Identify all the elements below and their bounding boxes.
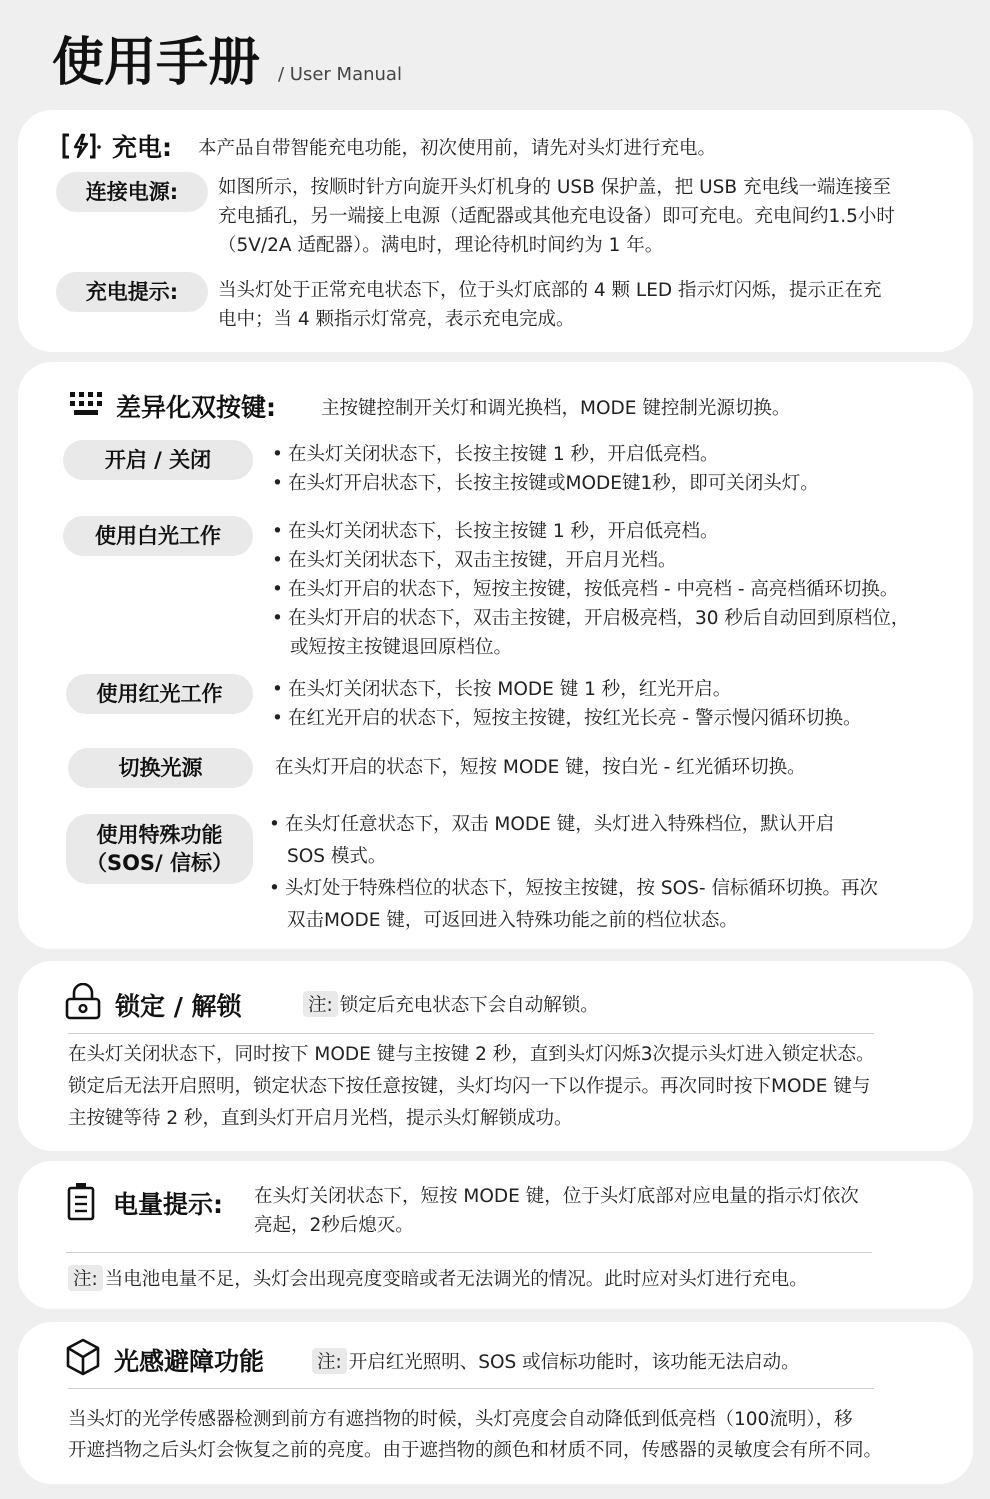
bullet-continuation: 或短按主按键退回原档位。	[290, 637, 513, 658]
on-off-text	[272, 440, 962, 498]
bullet-continuation: SOS 模式。	[287, 846, 387, 867]
bullet-item: • 在头灯关闭状态下，长按 MODE 键 1 秒，红光开启。	[272, 675, 962, 704]
battery-note	[68, 1265, 808, 1291]
page-title: 使用手册	[52, 33, 261, 93]
bullet-item: • 在头灯开启的状态下，短按主按键，按低亮档 - 中亮档 - 高亮档循环切换。	[272, 575, 962, 604]
text-line: （5V/2A 适配器）。满电时，理论待机时间约为 1 年。	[218, 235, 664, 256]
buttons-card	[18, 362, 973, 949]
text-line: 如图所示，按顺时针方向旋开头灯机身的 USB 保护盖，把 USB 充电线一端连接至	[218, 177, 891, 198]
text-line: 锁定后无法开启照明，锁定状态下按任意按键，头灯均闪一下以作提示。再次同时按下MODE 键与	[68, 1076, 871, 1097]
note-text: 锁定后充电状态下会自动解锁。	[339, 995, 599, 1016]
charging-title: 充电:	[112, 133, 172, 162]
bullet-item: • 在头灯关闭状态下，双击主按键，开启月光档。	[272, 546, 962, 575]
battery-title: 电量提示:	[113, 1190, 223, 1219]
text-line: 开遮挡物之后头灯会恢复之前的亮度。由于遮挡物的颜色和材质不同，传感器的灵敏度会有所不同。	[68, 1440, 883, 1461]
charging-hint-text	[218, 276, 958, 334]
text-line: 电中；当 4 颗指示灯常亮，表示充电完成。	[218, 309, 575, 330]
battery-icon	[66, 1181, 96, 1221]
sensor-divider	[68, 1388, 874, 1389]
note-tag: 注:	[312, 1348, 347, 1374]
switch-source-text: 在头灯开启的状态下，短按 MODE 键，按白光 - 红光循环切换。	[275, 757, 806, 778]
buttons-title: 差异化双按键:	[116, 393, 276, 422]
text-line: 当头灯处于正常充电状态下，位于头灯底部的 4 颗 LED 指示灯闪烁，提示正在充	[218, 280, 882, 301]
lock-card	[18, 961, 973, 1151]
sensor-title: 光感避障功能	[114, 1347, 265, 1376]
sensor-card	[18, 1322, 973, 1484]
text-line: 在头灯关闭状态下，同时按下 MODE 键与主按键 2 秒，直到头灯闪烁3次提示头灯进入锁定状态。	[68, 1044, 875, 1065]
lock-note	[303, 991, 599, 1017]
text-line: 主按键等待 2 秒，直到头灯开启月光档，提示头灯解锁成功。	[68, 1108, 573, 1129]
text-line: 充电插孔，另一端接上电源（适配器或其他充电设备）即可充电。充电间约1.5小时	[218, 206, 895, 227]
page-subtitle: / User Manual	[278, 64, 402, 85]
charging-hint-label: 充电提示:	[56, 272, 208, 312]
bullet-item: • 在头灯关闭状态下，长按主按键 1 秒，开启低亮档。	[272, 517, 962, 546]
sensor-text	[68, 1404, 958, 1466]
text-line: 在头灯关闭状态下，短按 MODE 键，位于头灯底部对应电量的指示灯依次	[254, 1186, 859, 1207]
white-light-text	[272, 517, 962, 662]
special-function-label-line: （SOS/ 信标）	[85, 851, 234, 875]
text-line: 当头灯的光学传感器检测到前方有遮挡物的时候，头灯亮度会自动降低到低亮档（100流明），移	[68, 1409, 853, 1430]
bullet-continuation: 双击MODE 键，可返回进入特殊功能之前的档位状态。	[287, 910, 738, 931]
red-light-text	[272, 675, 962, 733]
charging-desc: 本产品自带智能充电功能，初次使用前，请先对头灯进行充电。	[198, 138, 717, 159]
connect-power-label: 连接电源:	[56, 172, 208, 212]
keypad-icon	[70, 392, 104, 416]
lock-icon	[64, 983, 102, 1021]
charging-icon	[60, 132, 102, 160]
note-tag: 注:	[68, 1265, 103, 1291]
bullet-item: • 在头灯任意状态下，双击 MODE 键，头灯进入特殊档位，默认开启	[269, 809, 959, 841]
switch-source-label: 切换光源	[68, 748, 253, 788]
charging-card	[18, 110, 973, 352]
connect-power-text	[218, 173, 958, 260]
red-light-label: 使用红光工作	[66, 674, 253, 714]
battery-desc	[254, 1182, 954, 1240]
white-light-label: 使用白光工作	[63, 516, 253, 556]
lock-divider	[68, 1033, 874, 1034]
note-tag: 注:	[303, 991, 338, 1017]
lock-text	[68, 1039, 958, 1135]
sensor-note	[312, 1348, 800, 1374]
battery-divider	[66, 1252, 872, 1253]
bullet-item: • 在头灯开启状态下，长按主按键或MODE键1秒，即可关闭头灯。	[272, 469, 962, 498]
special-function-label	[66, 814, 253, 884]
bullet-item: • 在头灯开启的状态下，双击主按键，开启极亮档，30 秒后自动回到原档位，	[272, 604, 962, 633]
special-function-label-line: 使用特殊功能	[96, 822, 223, 847]
note-text: 开启红光照明、SOS 或信标功能时，该功能无法启动。	[348, 1352, 800, 1373]
text-line: 亮起，2秒后熄灭。	[254, 1215, 414, 1236]
cube-icon	[65, 1338, 101, 1376]
lock-title: 锁定 / 解锁	[115, 992, 242, 1021]
on-off-label: 开启 / 关闭	[63, 440, 253, 480]
buttons-desc: 主按键控制开关灯和调光换档，MODE 键控制光源切换。	[321, 398, 791, 419]
special-function-text	[269, 809, 959, 937]
battery-card	[18, 1161, 973, 1309]
note-text: 当电池电量不足，头灯会出现亮度变暗或者无法调光的情况。此时应对头灯进行充电。	[104, 1269, 808, 1290]
bullet-item: • 头灯处于特殊档位的状态下，短按主按键，按 SOS- 信标循环切换。再次	[269, 873, 959, 905]
bullet-item: • 在红光开启的状态下，短按主按键，按红光长亮 - 警示慢闪循环切换。	[272, 704, 962, 733]
bullet-item: • 在头灯关闭状态下，长按主按键 1 秒，开启低亮档。	[272, 440, 962, 469]
